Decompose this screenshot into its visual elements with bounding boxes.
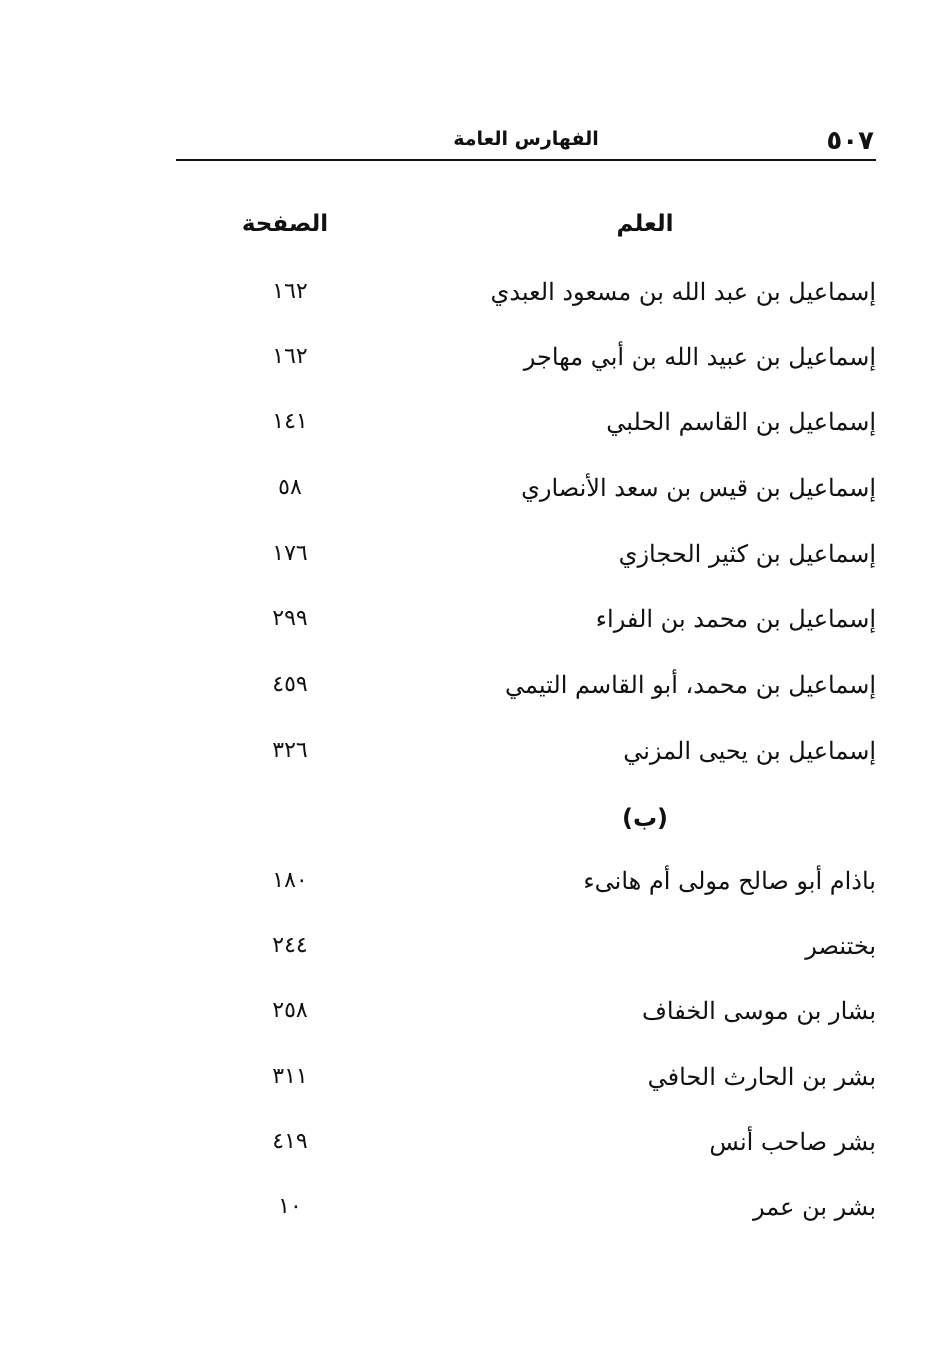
index-entry — [200, 532, 880, 576]
entry-page: ١٦٢ — [272, 344, 308, 369]
index-entry — [200, 1185, 880, 1229]
index-entry — [200, 729, 880, 773]
entry-page: ٣٢٦ — [272, 738, 308, 763]
index-entry — [200, 1055, 880, 1099]
entry-page: ١٦٢ — [272, 279, 308, 304]
entry-page: ٢٥٨ — [272, 998, 308, 1023]
index-entry — [200, 924, 880, 968]
entry-name: بختنصر — [805, 932, 876, 960]
section-heading: (ب) — [621, 804, 669, 832]
entry-page: ٥٨ — [278, 475, 302, 500]
entry-page: ١٨٠ — [272, 868, 308, 893]
page-column-heading: الصفحة — [241, 211, 329, 237]
entry-name: بشر صاحب أنس — [709, 1128, 876, 1156]
index-entry — [200, 1120, 880, 1164]
entry-page: ١٧٦ — [272, 541, 308, 566]
entry-name: بشر بن الحارث الحافي — [647, 1063, 876, 1091]
entry-name: إسماعيل بن محمد، أبو القاسم التيمي — [505, 671, 876, 699]
index-entry — [200, 989, 880, 1033]
entry-name: إسماعيل بن عبد الله بن مسعود العبدي — [490, 278, 876, 306]
entry-page: ٢٩٩ — [272, 606, 308, 631]
entry-name: باذام أبو صالح مولى أم هانىء — [583, 867, 876, 895]
entry-name: بشر بن عمر — [753, 1193, 876, 1221]
entry-name: إسماعيل بن محمد بن الفراء — [595, 605, 876, 633]
index-entry — [200, 597, 880, 641]
page-number: ٥٠٧ — [826, 126, 874, 156]
index-entry — [200, 335, 880, 379]
index-entry — [200, 859, 880, 903]
entry-name: إسماعيل بن قيس بن سعد الأنصاري — [521, 474, 876, 502]
index-entry — [200, 270, 880, 314]
entry-name: إسماعيل بن عبيد الله بن أبي مهاجر — [523, 343, 876, 371]
entry-name: إسماعيل بن يحيى المزني — [623, 737, 876, 765]
entry-name: إسماعيل بن كثير الحجازي — [618, 540, 876, 568]
index-entry — [200, 663, 880, 707]
entry-name: بشار بن موسى الخفاف — [642, 997, 876, 1025]
index-entry — [200, 466, 880, 510]
entry-page: ١٠ — [278, 1194, 302, 1219]
entry-name: إسماعيل بن القاسم الحلبي — [606, 408, 876, 436]
entry-page: ٤٥٩ — [272, 672, 308, 697]
running-title: الفهارس العامة — [453, 128, 599, 150]
entry-page: ١٤١ — [272, 409, 308, 434]
entry-page: ٢٤٤ — [272, 933, 308, 958]
index-entry — [200, 400, 880, 444]
entry-page: ٤١٩ — [272, 1129, 308, 1154]
name-column-heading: العلم — [616, 211, 674, 237]
entry-page: ٣١١ — [272, 1064, 308, 1089]
